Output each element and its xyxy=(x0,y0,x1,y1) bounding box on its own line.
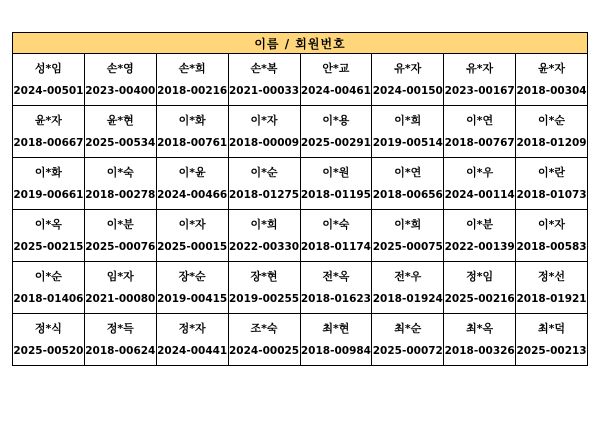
member-number: 2018-00216 xyxy=(157,84,228,97)
member-cell xyxy=(228,158,300,210)
member-number: 2025-00075 xyxy=(372,240,443,253)
member-name: 이*윤 xyxy=(178,165,206,179)
member-cell xyxy=(228,210,300,262)
member-number: 2023-00400 xyxy=(85,84,156,97)
member-name: 이*자 xyxy=(178,217,206,231)
member-name: 이*순 xyxy=(250,165,278,179)
member-name: 이*옥 xyxy=(34,217,62,231)
member-cell xyxy=(156,54,228,106)
member-number: 2021-00033 xyxy=(229,84,300,97)
member-table xyxy=(12,32,588,366)
member-name: 이*원 xyxy=(322,165,350,179)
member-name: 윤*자 xyxy=(34,113,62,127)
member-cell xyxy=(372,262,444,314)
member-number: 2023-00167 xyxy=(444,84,515,97)
member-cell xyxy=(444,54,516,106)
member-number: 2025-00072 xyxy=(372,344,443,357)
member-cell xyxy=(516,210,588,262)
member-name: 최*덕 xyxy=(538,321,566,335)
member-cell xyxy=(13,262,85,314)
member-number: 2018-00761 xyxy=(157,136,228,149)
member-name: 이*화 xyxy=(34,165,62,179)
member-cell xyxy=(84,158,156,210)
table-row xyxy=(13,210,588,262)
member-name: 이*희 xyxy=(394,217,422,231)
member-name: 최*옥 xyxy=(466,321,494,335)
member-cell xyxy=(13,158,85,210)
member-name: 이*숙 xyxy=(106,165,134,179)
member-number: 2025-00534 xyxy=(85,136,156,149)
member-number: 2025-00015 xyxy=(157,240,228,253)
member-cell xyxy=(228,106,300,158)
table-row xyxy=(13,54,588,106)
member-name: 이*란 xyxy=(538,165,566,179)
member-cell xyxy=(156,106,228,158)
member-number: 2019-00661 xyxy=(13,188,84,201)
member-name: 성*임 xyxy=(34,61,62,75)
member-cell xyxy=(444,158,516,210)
member-cell xyxy=(516,262,588,314)
member-cell xyxy=(13,106,85,158)
member-name: 이*순 xyxy=(538,113,566,127)
member-cell xyxy=(516,106,588,158)
member-number: 2018-00767 xyxy=(444,136,515,149)
member-number: 2024-00461 xyxy=(300,84,371,97)
member-cell xyxy=(300,314,372,366)
member-name: 손*영 xyxy=(106,61,134,75)
member-cell xyxy=(444,314,516,366)
member-cell xyxy=(156,262,228,314)
member-cell xyxy=(300,54,372,106)
member-name: 임*자 xyxy=(106,269,134,283)
member-number: 2024-00441 xyxy=(157,344,228,357)
member-cell xyxy=(84,106,156,158)
table-header: 이름 / 회원번호 xyxy=(13,33,588,54)
member-number: 2024-00466 xyxy=(157,188,228,201)
member-number: 2021-00080 xyxy=(85,292,156,305)
member-cell xyxy=(84,314,156,366)
member-cell xyxy=(372,54,444,106)
member-number: 2018-01921 xyxy=(516,292,587,305)
member-cell xyxy=(444,210,516,262)
member-name: 정*자 xyxy=(178,321,206,335)
member-name: 이*희 xyxy=(250,217,278,231)
member-name: 정*선 xyxy=(538,269,566,283)
member-name: 이*자 xyxy=(250,113,278,127)
member-cell xyxy=(516,314,588,366)
member-number: 2018-01174 xyxy=(300,240,371,253)
member-cell xyxy=(300,158,372,210)
member-name: 이*순 xyxy=(34,269,62,283)
member-number: 2024-00150 xyxy=(372,84,443,97)
member-cell xyxy=(300,106,372,158)
member-number: 2025-00215 xyxy=(13,240,84,253)
member-cell xyxy=(444,106,516,158)
member-number: 2018-01195 xyxy=(300,188,371,201)
member-name: 전*옥 xyxy=(322,269,350,283)
member-number: 2018-01406 xyxy=(13,292,84,305)
member-number: 2024-00114 xyxy=(444,188,515,201)
member-name: 정*식 xyxy=(34,321,62,335)
member-name: 유*자 xyxy=(466,61,494,75)
member-name: 이*자 xyxy=(538,217,566,231)
member-name: 이*우 xyxy=(466,165,494,179)
member-number: 2018-01275 xyxy=(229,188,300,201)
member-cell xyxy=(84,262,156,314)
member-number: 2025-00291 xyxy=(300,136,371,149)
member-cell xyxy=(84,210,156,262)
member-number: 2024-00025 xyxy=(229,344,300,357)
member-name: 안*교 xyxy=(322,61,350,75)
member-cell xyxy=(156,210,228,262)
member-number: 2025-00213 xyxy=(516,344,587,357)
member-number: 2019-00514 xyxy=(372,136,443,149)
member-name: 이*용 xyxy=(322,113,350,127)
member-number: 2022-00330 xyxy=(229,240,300,253)
member-cell xyxy=(228,314,300,366)
member-name: 조*숙 xyxy=(250,321,278,335)
member-number: 2018-00667 xyxy=(13,136,84,149)
member-cell xyxy=(228,54,300,106)
member-cell xyxy=(372,314,444,366)
member-cell xyxy=(156,314,228,366)
member-number: 2024-00501 xyxy=(13,84,84,97)
member-cell xyxy=(444,262,516,314)
member-number: 2018-00583 xyxy=(516,240,587,253)
member-cell xyxy=(228,262,300,314)
member-cell xyxy=(300,210,372,262)
member-cell xyxy=(13,54,85,106)
member-cell xyxy=(156,158,228,210)
member-number: 2018-00656 xyxy=(372,188,443,201)
member-number: 2025-00216 xyxy=(444,292,515,305)
table-row xyxy=(13,158,588,210)
member-cell xyxy=(13,210,85,262)
member-cell xyxy=(372,106,444,158)
member-number: 2018-01623 xyxy=(300,292,371,305)
member-cell xyxy=(84,54,156,106)
member-cell xyxy=(516,54,588,106)
member-number: 2019-00255 xyxy=(229,292,300,305)
member-name: 이*희 xyxy=(394,113,422,127)
member-name: 손*복 xyxy=(250,61,278,75)
member-number: 2018-00009 xyxy=(229,136,300,149)
member-cell xyxy=(300,262,372,314)
member-name: 이*연 xyxy=(466,113,494,127)
member-cell xyxy=(516,158,588,210)
table-row xyxy=(13,314,588,366)
member-cell xyxy=(372,210,444,262)
member-number: 2018-00624 xyxy=(85,344,156,357)
member-number: 2019-00415 xyxy=(157,292,228,305)
member-name: 손*희 xyxy=(178,61,206,75)
member-number: 2018-00326 xyxy=(444,344,515,357)
member-number: 2018-01073 xyxy=(516,188,587,201)
member-number: 2018-01924 xyxy=(372,292,443,305)
member-number: 2018-00278 xyxy=(85,188,156,201)
member-name: 정*득 xyxy=(106,321,134,335)
member-name: 전*우 xyxy=(394,269,422,283)
member-name: 윤*현 xyxy=(106,113,134,127)
member-name: 유*자 xyxy=(394,61,422,75)
member-list-sheet xyxy=(12,32,588,366)
member-name: 이*숙 xyxy=(322,217,350,231)
member-number: 2022-00139 xyxy=(444,240,515,253)
member-name: 최*순 xyxy=(394,321,422,335)
member-name: 정*임 xyxy=(466,269,494,283)
table-row xyxy=(13,106,588,158)
member-name: 이*분 xyxy=(106,217,134,231)
member-name: 장*순 xyxy=(178,269,206,283)
member-name: 이*연 xyxy=(394,165,422,179)
member-name: 윤*자 xyxy=(538,61,566,75)
member-name: 최*현 xyxy=(322,321,350,335)
member-number: 2018-00304 xyxy=(516,84,587,97)
member-number: 2025-00076 xyxy=(85,240,156,253)
table-row xyxy=(13,262,588,314)
member-cell xyxy=(372,158,444,210)
member-name: 장*현 xyxy=(250,269,278,283)
member-number: 2018-00984 xyxy=(300,344,371,357)
table-body xyxy=(13,54,588,366)
member-cell xyxy=(13,314,85,366)
member-number: 2025-00520 xyxy=(13,344,84,357)
member-number: 2018-01209 xyxy=(516,136,587,149)
member-name: 이*화 xyxy=(178,113,206,127)
member-name: 이*분 xyxy=(466,217,494,231)
